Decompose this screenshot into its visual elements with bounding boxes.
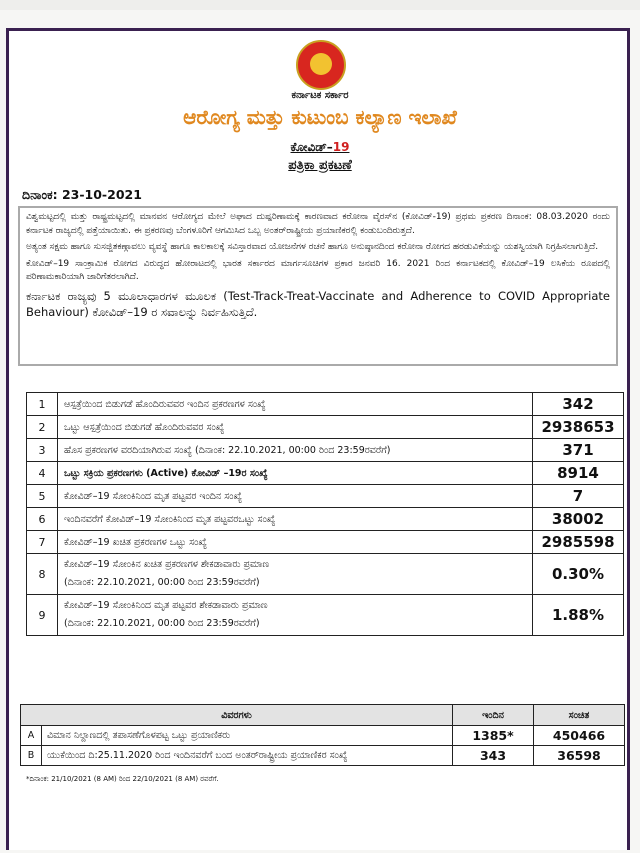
department-title: ಆರೋಗ್ಯ ಮತ್ತು ಕುಟುಂಬ ಕಲ್ಯಾಣ ಇಲಾಖೆ <box>183 105 457 129</box>
row-value: 2938653 <box>533 416 624 439</box>
covid-prefix: ಕೋವಿಡ್– <box>290 140 333 154</box>
row-value: 8914 <box>533 462 624 485</box>
footnote: *ದಿನಾಂಕ: 21/10/2021 (8 AM) ರಿಂದ 22/10/2021 (8 AM) ರವರೆಗೆ. <box>26 775 219 783</box>
table-row <box>27 462 624 485</box>
row-value: 342 <box>533 393 624 416</box>
row-label <box>58 554 533 595</box>
release-date: ದಿನಾಂಕ: 23-10-2021 <box>22 187 142 202</box>
row-label: ಆಸ್ಪತ್ರೆಯಿಂದ ಬಿಡುಗಡೆ ಹೊಂದಿರುವವರ ಇಂದಿನ ಪ್ರಕರಣಗಳ ಸಂಖ್ಯೆ <box>58 393 533 416</box>
row-value: 2985598 <box>533 531 624 554</box>
table-row <box>27 485 624 508</box>
row-label: ವಿಮಾನ ನಿಲ್ದಾಣದಲ್ಲಿ ತಪಾಸಣೆಗೊಳಪಟ್ಟ ಒಟ್ಟು ಪ್ರಯಾಣಿಕರು <box>42 726 453 746</box>
row-number: 1 <box>27 393 58 416</box>
row-total: 36598 <box>534 746 625 766</box>
row-label-line: ಕೋವಿಡ್–19 ಸೋಂಕಿನ ಖಚಿತ ಪ್ರಕರಣಗಳ ಶೇಕಡಾವಾರು ಪ್ರಮಾಣ <box>64 559 270 570</box>
row-value: 0.30% <box>533 554 624 595</box>
table-row <box>27 595 624 636</box>
karnataka-emblem-icon <box>296 40 346 90</box>
row-value: 38002 <box>533 508 624 531</box>
row-label: ಇಂದಿನವರೆಗೆ ಕೋವಿಡ್–19 ಸೋಂಕಿನಿಂದ ಮೃತ ಪಟ್ಟವರಒಟ್ಟು ಸಂಖ್ಯೆ <box>58 508 533 531</box>
table-row <box>27 508 624 531</box>
row-label: ಒಟ್ಟು ಆಸ್ಪತ್ರೆಯಿಂದ ಬಿಡುಗಡೆ ಹೊಂದಿರುವವರ ಸಂಖ್ಯೆ <box>58 416 533 439</box>
row-value: 371 <box>533 439 624 462</box>
flights-table <box>20 704 625 766</box>
row-today: 343 <box>453 746 534 766</box>
table-row <box>27 554 624 595</box>
row-label-line: ಕೋವಿಡ್–19 ಸೋಂಕಿನಿಂದ ಮೃತ ಪಟ್ಟವರ ಶೇಕಡಾವಾರು ಪ್ರಮಾಣ <box>64 600 268 611</box>
row-label: ಕೋವಿಡ್–19 ಖಚಿತ ಪ್ರಕರಣಗಳ ಒಟ್ಟು ಸಂಖ್ಯೆ <box>58 531 533 554</box>
intro-box <box>18 206 618 366</box>
table-row <box>27 393 624 416</box>
row-letter: A <box>21 726 42 746</box>
row-number: 8 <box>27 554 58 595</box>
row-label: ಯುಕೆಯಿಂದ ದಿ:25.11.2020 ರಿಂದ ಇಂದಿನವರೆಗೆ ಬಂದ ಅಂತರ್‌ರಾಷ್ಟ್ರೀಯ ಪ್ರಯಾಣಿಕರ ಸಂಖ್ಯೆ <box>42 746 453 766</box>
row-total: 450466 <box>534 726 625 746</box>
row-label: ಕೋವಿಡ್–19 ಸೋಂಕಿನಿಂದ ಮೃತ ಪಟ್ಟವರ ಇಂದಿನ ಸಂಖ್ಯೆ <box>58 485 533 508</box>
row-number: 5 <box>27 485 58 508</box>
table-row <box>27 416 624 439</box>
header-details: ವಿವರಗಳು <box>21 705 453 726</box>
row-value: 7 <box>533 485 624 508</box>
row-label-date: (ದಿನಾಂಕ: 22.10.2021, 00:00 ರಿಂದ 23:59ರವರೆಗೆ) <box>64 618 260 629</box>
header-today: ಇಂದಿನ <box>453 705 534 726</box>
press-release-title: ಪತ್ರಿಕಾ ಪ್ರಕಟಣೆ <box>288 158 352 173</box>
row-number: 9 <box>27 595 58 636</box>
top-bar <box>0 0 640 10</box>
covid-number: 19 <box>332 140 350 154</box>
row-today: 1385* <box>453 726 534 746</box>
row-label <box>58 595 533 636</box>
covid-title <box>0 140 640 155</box>
row-value: 1.88% <box>533 595 624 636</box>
header-cumulative: ಸಂಚಿತ <box>534 705 625 726</box>
state-name: ಕರ್ನಾಟಕ ಸರ್ಕಾರ <box>291 90 349 101</box>
row-letter: B <box>21 746 42 766</box>
intro-paragraph: ಕೋವಿಡ್–19 ಸಾಂಕ್ರಾಮಿಕ ರೋಗದ ವಿರುದ್ಧದ ಹೋರಾಟದಲ್ಲಿ ಭಾರತ ಸರ್ಕಾರದ ಮಾರ್ಗಸೂಚಿಗಳ ಪ್ರಕಾರ ಜನವರಿ 16. 2021 ರಿಂದ ಕರ್ನಾಟಕದಲ್ಲಿ ಕೋವಿಡ್–19 ಲಸಿಕೆಯ ರೂಪದಲ್ಲಿ ಪರಿಣಾಮಕಾರಿಯಾಗಿ ಜಾರಿಗೆತರಲಾಗಿದೆ. <box>26 258 610 282</box>
row-label: ಹೊಸ ಪ್ರಕರಣಗಳ ವರದಿಯಾಗಿರುವ ಸಂಖ್ಯೆ (ದಿನಾಂಕ: 22.10.2021, 00:00 ರಿಂದ 23:59ರವರೆಗೆ) <box>58 439 533 462</box>
table-header-row <box>21 705 625 726</box>
row-number: 2 <box>27 416 58 439</box>
row-number: 7 <box>27 531 58 554</box>
intro-paragraph: ಅತ್ಯಂತ ಸಕ್ಷಮ ಹಾಗೂ ಸುಸಜ್ಜಿತಕಣ್ಗಾವಲು ವ್ಯವಸ್ಥೆ ಹಾಗೂ ಕಾಲಕಾಲಕ್ಕೆ ಸವಿಸ್ತಾರವಾದ ಯೋಜನೆಗಳ ರಚನೆ ಹಾಗೂ ಅನುಷ್ಠಾನದಿಂದ ಕರೋನಾ ರೋಗದ ಹರಡುವಿಕೆಯನ್ನು ಯಶಸ್ವಿಯಾಗಿ ನಿಗ್ರಹಿಸಲಾಗುತ್ತಿದೆ. <box>26 242 599 252</box>
row-number: 6 <box>27 508 58 531</box>
intro-paragraph: ವಿಶ್ವಮಟ್ಟದಲ್ಲಿ ಮತ್ತು ರಾಷ್ಟ್ರಮಟ್ಟದಲ್ಲಿ ಮಾನವನ ಆರೋಗ್ಯದ ಮೇಲೆ ಅಘಾದ ದುಷ್ಪರಿಣಾಮಕ್ಕೆ ಕಾರಣವಾದ ಕರೋನಾ ವೈರಸ್‌ನ (ಕೋವಿಡ್-19) ಪ್ರಥಮ ಪ್ರಕರಣ ದಿನಾಂಕ: 08.03.2020 ರಂದು ಕರ್ನಾಟಕ ರಾಜ್ಯದಲ್ಲಿ ಪತ್ತೆಯಾಯಿತು. ಈ ಪ್ರಕರಣವು ಬೆಂಗಳೂರಿಗೆ ಆಗಮಿಸಿದ ಒಬ್ಬ ಅಂತರ್‌ರಾಷ್ಟ್ರೀಯ ಪ್ರಯಾಣಿಕರಲ್ಲಿ ಕಂಡುಬಂದಿರುತ್ತದೆ. <box>26 212 610 236</box>
table-row <box>21 746 625 766</box>
row-number: 4 <box>27 462 58 485</box>
table-row <box>21 726 625 746</box>
table-row <box>27 531 624 554</box>
table-row <box>27 439 624 462</box>
intro-paragraph: ಕರ್ನಾಟಕ ರಾಜ್ಯವು 5 ಮೂಲಾಧಾರಗಳ ಮೂಲಕ (Test-Track-Treat-Vaccinate and Adherence to COVID Appropriate Behaviour) ಕೋವಿಡ್–19 ರ ಸವಾಲನ್ನು ನಿರ್ವಹಿಸುತ್ತಿದೆ. <box>26 288 610 319</box>
row-label: ಒಟ್ಟು ಸಕ್ರಿಯ ಪ್ರಕರಣಗಳು (Active) ಕೋವಿಡ್ –19ರ ಸಂಖ್ಯೆ <box>58 462 533 485</box>
row-number: 3 <box>27 439 58 462</box>
stats-table <box>26 392 624 636</box>
row-label-date: (ದಿನಾಂಕ: 22.10.2021, 00:00 ರಿಂದ 23:59ರವರೆಗೆ) <box>64 577 260 588</box>
